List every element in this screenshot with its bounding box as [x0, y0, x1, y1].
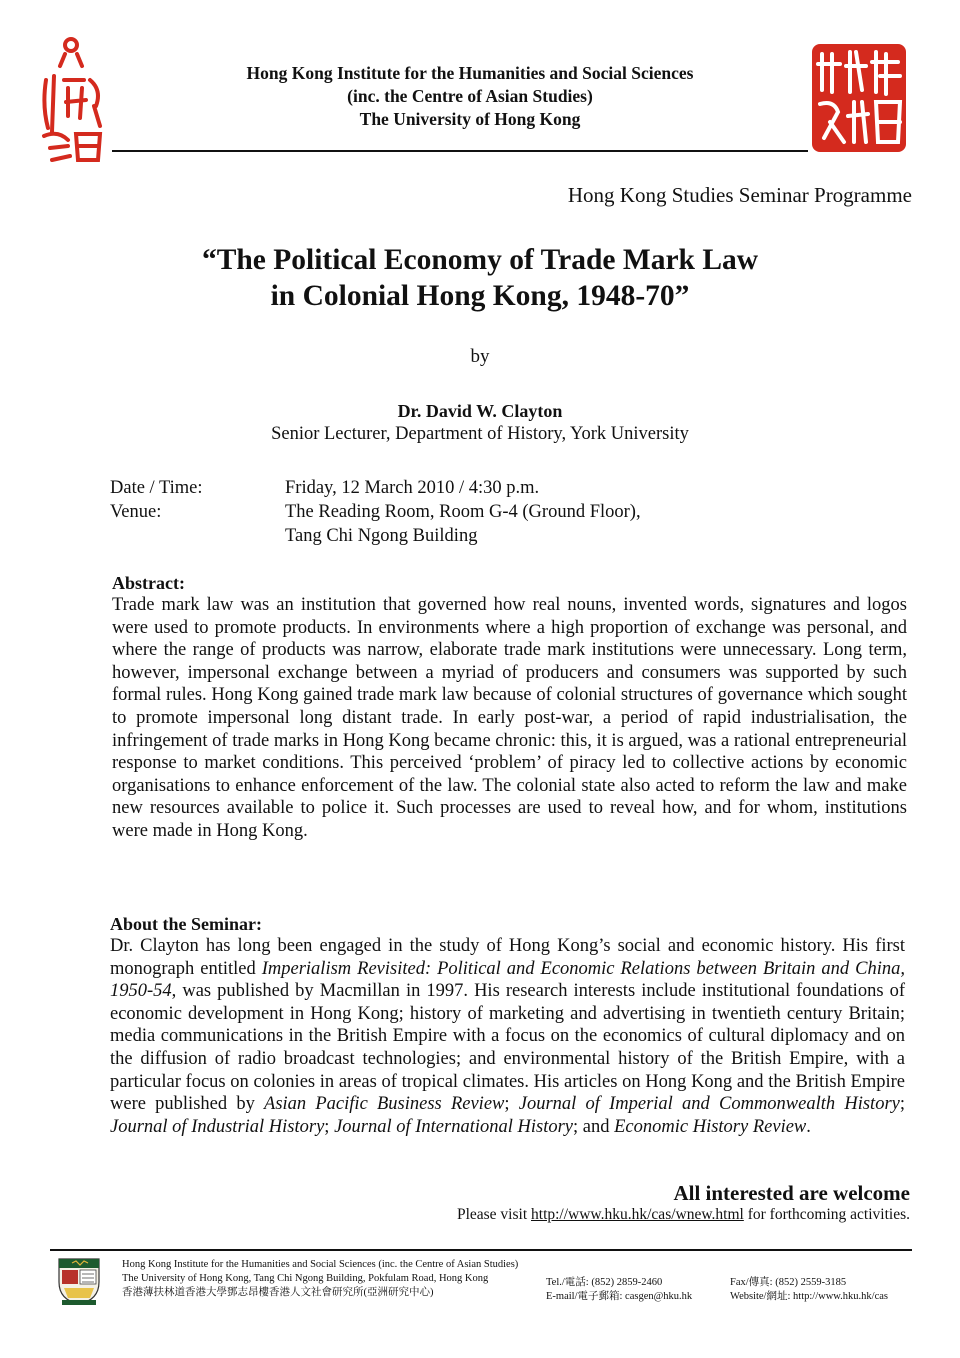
speaker-name: Dr. David W. Clayton — [397, 401, 563, 421]
title-line-1: “The Political Economy of Trade Mark Law — [201, 244, 759, 276]
about-section — [110, 913, 905, 1138]
event-details — [110, 476, 641, 548]
welcome-note: All interested are welcome — [673, 1181, 910, 1205]
institute-name: Hong Kong Institute for the Humanities and Social Sciences — [246, 63, 694, 83]
title-line-2: in Colonial Hong Kong, 1948-70” — [270, 280, 690, 312]
date-value: Friday, 12 March 2010 / 4:30 p.m. — [285, 478, 540, 498]
institute-header — [110, 62, 830, 131]
about-heading: About the Seminar: — [110, 914, 262, 934]
institute-seal-left-logo — [38, 36, 108, 164]
about-text: Dr. Clayton has long been engaged in the study of Hong Kong’s social and economic history. His first monograph entitled Imperialism Revisited: Political and Economic Relations between Britain and China, 1950-54, was published by Macmillan in 1997. His research interests include institutional foundations of economic development in Hong Kong; history of marketing and advertising in twentieth century Britain; media communications in the British Empire with a focus on the economics of cultural diplomacy and on the diffusion of radio broadcast technologies; and environmental history of the British Empire, with a particular focus on colonies in areas of tropical climates. His articles on Hong Kong and the British Empire were published by Asian Pacific Business Review; Journal of Imperial and Commonwealth History; Journal of Industrial History; Journal of International History; and Economic History Review. — [110, 936, 905, 1137]
venue-building: Tang Chi Ngong Building — [285, 526, 478, 546]
footer-fax: Fax/傳真: (852) 2559-3185 — [730, 1277, 847, 1288]
venue-value: The Reading Room, Room G-4 (Ground Floor), — [285, 502, 641, 522]
abstract-text: Trade mark law was an institution that governed how real nouns, invented words, signatures and logos were used to promote products. In environments where a high proportion of exchange was personal, and where the range of products was narrow, elaborate trade mark institutions were unnecessary. Long term, however, impersonal exchange between a myriad of producers and consumers was supported by such formal rules. Hong Kong gained trade mark law because of colonial structures of governance which sought to promote impersonal long distant trade. In early post-war, a period of rapid industrialisation, the infringement of trade marks in Hong Kong became chronic: this, it is argued, was a rational entrepreneurial response to market conditions. This perceived ‘problem’ of piracy led to collective actions by economic organisations to enhance enforcement of the law. The colonial state also acted to reform the law and make new resources available to police it. Such processes are used to reveal how, and for whom, institutions were made in Hong Kong. — [112, 595, 907, 841]
footer-contact — [546, 1276, 692, 1304]
activities-link[interactable]: http://www.hku.hk/cas/wnew.html — [531, 1206, 744, 1223]
footer-address: Hong Kong Institute for the Humanities and Social Sciences (inc. the Centre of Asian Studies) The University of Hong Kong, Tang Chi Ngong Building, Pokfulam Road, Hong Kong 香港薄扶林道香港大學鄧志昂樓香港人文社會研究所(亞洲研究中心) — [122, 1259, 519, 1298]
journal-title: Journal of International History — [334, 1116, 574, 1137]
journal-title: Journal of Imperial and Commonwealth History — [518, 1094, 900, 1115]
footer-website[interactable]: Website/網址: http://www.hku.hk/cas — [730, 1291, 888, 1302]
footer-tel: Tel./電話: (852) 2859-2460 — [546, 1277, 663, 1288]
footer-fax-web — [730, 1276, 888, 1304]
by-label: by — [470, 346, 490, 367]
institute-subtitle: (inc. the Centre of Asian Studies) — [347, 86, 593, 106]
speaker-position: Senior Lecturer, Department of History, York University — [271, 424, 689, 444]
abstract-section — [112, 572, 907, 843]
monograph-title: Imperialism Revisited: Political and Economic Relations between Britain and China, 1950-54 — [110, 958, 905, 1002]
journal-title: Economic History Review — [614, 1116, 807, 1137]
date-label: Date / Time: — [110, 478, 203, 498]
venue-label: Venue: — [110, 502, 162, 522]
abstract-heading: Abstract: — [112, 573, 185, 593]
visit-note: Please visit http://www.hku.hk/cas/wnew.html for forthcoming activities. — [456, 1206, 910, 1223]
footer-email[interactable]: E-mail/電子郵箱: casgen@hku.hk — [546, 1291, 693, 1302]
journal-title: Journal of Industrial History — [110, 1116, 325, 1137]
footer-divider — [50, 1249, 912, 1251]
journal-title: Asian Pacific Business Review — [264, 1094, 505, 1115]
programme-name: Hong Kong Studies Seminar Programme — [567, 183, 912, 207]
hku-crest-icon — [56, 1256, 102, 1306]
university-name: The University of Hong Kong — [359, 109, 581, 129]
header-divider — [112, 150, 808, 152]
seminar-title — [0, 242, 960, 314]
